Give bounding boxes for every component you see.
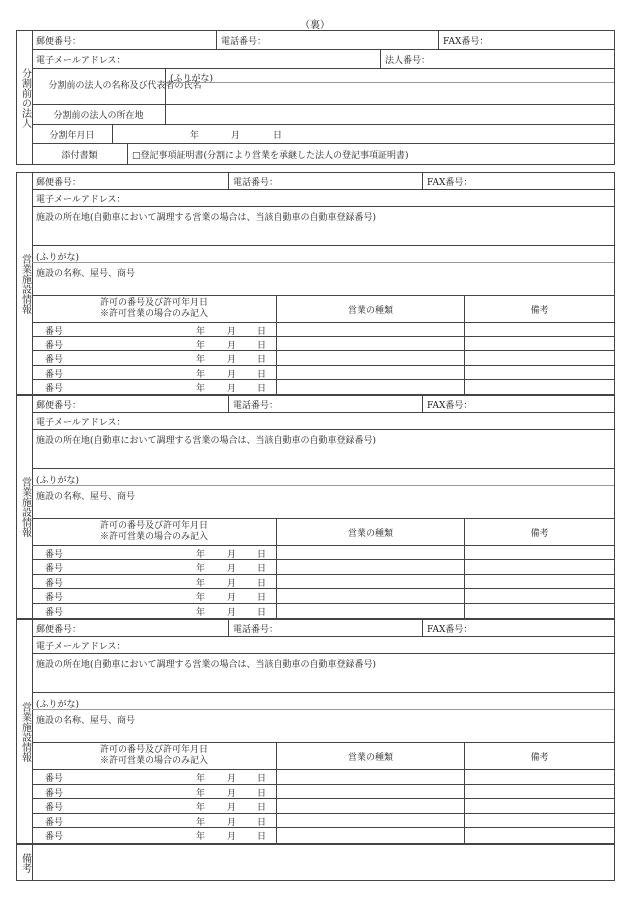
permit-number-field[interactable]: 番号 年 月 日 (45, 607, 267, 618)
permit-row (32, 351, 614, 365)
facility-section (16, 395, 615, 619)
remarks-side-header: 備考 (17, 845, 33, 880)
attachment-label: 添付書類 (61, 151, 98, 161)
business-type-field[interactable] (276, 546, 464, 559)
facility-name-field[interactable]: (ふりがな) 施設の名称、屋号、商号 (32, 693, 614, 742)
facility-name-label: 施設の名称、屋号、商号 (36, 492, 136, 502)
remarks-header: 備考 (464, 743, 614, 769)
permit-remarks-field[interactable] (464, 337, 614, 350)
permit-row (32, 799, 614, 814)
business-type-header: 営業の種類 (276, 296, 464, 322)
permit-remarks-field[interactable] (464, 575, 614, 588)
business-type-field[interactable] (276, 380, 464, 394)
permit-row (32, 604, 614, 618)
business-type-header: 営業の種類 (276, 743, 464, 769)
facility-name-label: 施設の名称、屋号、商号 (36, 269, 136, 279)
fax-field[interactable]: FAX番号： (438, 31, 614, 49)
permit-row (32, 828, 614, 843)
business-type-field[interactable] (276, 770, 464, 784)
business-type-field[interactable] (276, 814, 464, 828)
business-type-field[interactable] (276, 575, 464, 588)
email-field[interactable]: 電子メールアドレス： (36, 55, 126, 66)
permit-remarks-field[interactable] (464, 785, 614, 799)
permit-number-field[interactable]: 番号 年 月 日 (45, 593, 267, 604)
permit-number-field[interactable]: 番号 年 月 日 (45, 788, 267, 799)
facility-name-field[interactable]: (ふりがな) 施設の名称、屋号、商号 (32, 246, 614, 295)
permit-row (32, 589, 614, 603)
remarks-header: 備考 (464, 519, 614, 545)
facility-side-header: 営業施設情報 (17, 620, 33, 843)
permit-remarks-field[interactable] (464, 366, 614, 379)
business-type-field[interactable] (276, 785, 464, 799)
postal-field[interactable]: 郵便番号： (36, 36, 82, 47)
corporate-number-field[interactable]: 法人番号： (380, 50, 614, 68)
permit-remarks-field[interactable] (464, 770, 614, 784)
permit-remarks-field[interactable] (464, 604, 614, 618)
corp-address-label: 分割前の法人の所在地 (53, 111, 144, 121)
permit-row (32, 770, 614, 785)
email-field[interactable]: 電子メールアドレス： (36, 194, 126, 205)
permit-header: 許可の番号及び許可年月日 ※許可営業の場合のみ記入 (99, 745, 208, 766)
permit-number-field[interactable]: 番号 年 月 日 (45, 817, 267, 828)
permit-header: 許可の番号及び許可年月日 ※許可営業の場合のみ記入 (99, 521, 208, 542)
permit-number-field[interactable]: 番号 年 月 日 (45, 383, 267, 394)
permit-row (32, 546, 614, 560)
facility-location-field[interactable]: 施設の所在地(自動車において調理する営業の場合は、当該自動車の自動車登録番号) (36, 213, 377, 223)
business-type-field[interactable] (276, 828, 464, 843)
permit-row (32, 337, 614, 351)
corp-name-label: 分割前の法人の名称及び代表者の氏名 (48, 81, 202, 91)
facility-location-field[interactable]: 施設の所在地(自動車において調理する営業の場合は、当該自動車の自動車登録番号) (36, 660, 377, 670)
permit-number-field[interactable]: 番号 年 月 日 (45, 550, 267, 560)
facility-side-header: 営業施設情報 (17, 173, 33, 394)
permit-remarks-field[interactable] (464, 560, 614, 573)
business-type-field[interactable] (276, 366, 464, 379)
email-field[interactable]: 電子メールアドレス： (36, 417, 126, 428)
corp-name-field[interactable]: (ふりがな) (165, 69, 614, 104)
facility-section (16, 172, 615, 395)
permit-number-field[interactable]: 番号 年 月 日 (45, 774, 267, 784)
permit-remarks-field[interactable] (464, 828, 614, 843)
business-type-field[interactable] (276, 351, 464, 364)
permit-number-field[interactable]: 番号 年 月 日 (45, 803, 267, 814)
fax-field[interactable]: FAX番号： (422, 620, 614, 636)
business-type-field[interactable] (276, 337, 464, 350)
permit-remarks-field[interactable] (464, 546, 614, 559)
permit-remarks-field[interactable] (464, 380, 614, 394)
phone-field[interactable]: 電話番号： (228, 173, 422, 189)
permit-number-field[interactable]: 番号 年 月 日 (45, 341, 267, 352)
division-date-field[interactable]: 年 月 日 (190, 130, 283, 141)
facility-location-field[interactable]: 施設の所在地(自動車において調理する営業の場合は、当該自動車の自動車登録番号) (36, 436, 377, 446)
postal-field[interactable]: 郵便番号： (36, 177, 82, 188)
permit-remarks-field[interactable] (464, 351, 614, 364)
permit-remarks-field[interactable] (464, 589, 614, 602)
business-type-header: 営業の種類 (276, 519, 464, 545)
business-type-field[interactable] (276, 323, 464, 336)
remarks-field[interactable] (32, 845, 614, 880)
permit-number-field[interactable]: 番号 年 月 日 (45, 564, 267, 575)
permit-row (32, 785, 614, 800)
facility-side-header: 営業施設情報 (17, 396, 33, 618)
phone-field[interactable]: 電話番号： (216, 31, 438, 49)
business-type-field[interactable] (276, 799, 464, 813)
permit-row (32, 323, 614, 337)
permit-number-field[interactable]: 番号 年 月 日 (45, 578, 267, 589)
business-type-field[interactable] (276, 560, 464, 573)
remarks-section (16, 844, 615, 881)
postal-field[interactable]: 郵便番号： (36, 624, 82, 635)
phone-field[interactable]: 電話番号： (228, 620, 422, 636)
remarks-header: 備考 (464, 296, 614, 322)
permit-remarks-field[interactable] (464, 323, 614, 336)
business-type-field[interactable] (276, 604, 464, 618)
permit-number-field[interactable]: 番号 年 月 日 (45, 832, 267, 843)
corp-address-field[interactable] (165, 105, 614, 124)
permit-row (32, 575, 614, 589)
division-date-label: 分割年月日 (49, 130, 95, 141)
permit-row (32, 366, 614, 380)
permit-number-field[interactable]: 番号 年 月 日 (45, 355, 267, 366)
page-side-label: （裏） (300, 20, 330, 31)
email-field[interactable]: 電子メールアドレス： (36, 641, 126, 652)
division-section (16, 30, 615, 165)
permit-number-field[interactable]: 番号 年 月 日 (45, 369, 267, 380)
division-side-header: 分割前の法人 (17, 31, 33, 164)
facility-name-label: 施設の名称、屋号、商号 (36, 716, 136, 726)
permit-number-field[interactable]: 番号 年 月 日 (45, 327, 267, 337)
phone-field[interactable]: 電話番号： (228, 396, 422, 412)
attachment-checkbox[interactable]: □登記事項証明書(分割により営業を承継した法人の登記事項証明書) (127, 144, 614, 165)
permit-row (32, 814, 614, 829)
permit-remarks-field[interactable] (464, 814, 614, 828)
fax-field[interactable]: FAX番号： (422, 173, 614, 189)
permit-remarks-field[interactable] (464, 799, 614, 813)
permit-row (32, 560, 614, 574)
business-type-field[interactable] (276, 589, 464, 602)
facility-name-field[interactable]: (ふりがな) 施設の名称、屋号、商号 (32, 469, 614, 518)
facility-section (16, 619, 615, 844)
permit-header: 許可の番号及び許可年月日 ※許可営業の場合のみ記入 (99, 298, 208, 319)
fax-field[interactable]: FAX番号： (422, 396, 614, 412)
postal-field[interactable]: 郵便番号： (36, 400, 82, 411)
permit-row (32, 380, 614, 394)
